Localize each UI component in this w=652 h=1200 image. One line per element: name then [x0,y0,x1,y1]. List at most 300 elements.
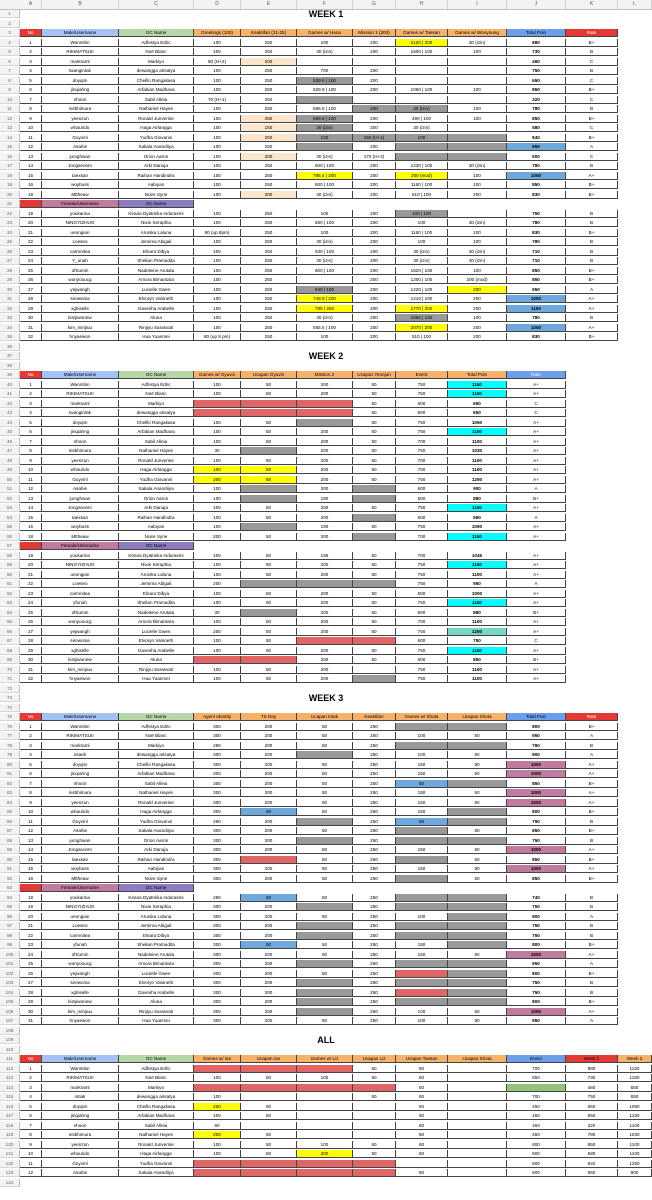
row-number[interactable]: 91 [0,865,20,873]
score-cell[interactable]: 250 [241,229,297,237]
score-cell[interactable]: A [507,485,566,493]
score-cell[interactable]: 250 [353,998,396,1006]
score-cell[interactable]: 200 [353,219,396,227]
score-cell[interactable]: 300 [194,922,241,930]
score-cell[interactable]: 100 [194,419,241,427]
username-cell[interactable]: doyqim [42,761,119,769]
total-points-cell[interactable]: 1050 [448,419,507,427]
score-cell[interactable]: 25 [20,960,42,968]
score-cell[interactable]: 50 [396,1169,448,1177]
column-header[interactable]: Week 1 [566,1055,618,1063]
row-number[interactable]: 111 [0,1055,20,1063]
column-header[interactable]: No [20,713,42,721]
oc-name-cell[interactable]: Noire Syne [119,533,194,541]
total-points-cell[interactable]: 790 [507,742,566,750]
score-cell[interactable]: 200 [353,86,396,94]
score-cell[interactable]: 5 [20,77,42,85]
score-cell[interactable]: 50 [448,846,507,854]
score-cell[interactable] [297,818,353,826]
column-header[interactable]: No [20,1055,42,1063]
score-cell[interactable]: 250 [353,989,396,997]
score-cell[interactable] [448,837,507,845]
username-cell[interactable]: nhoon [42,438,119,446]
oc-name-cell[interactable]: Haga Airlangga [119,808,194,816]
score-cell[interactable]: 24 [20,599,42,607]
score-cell[interactable] [448,742,507,750]
score-cell[interactable]: 100 [297,134,353,142]
score-cell[interactable]: B [566,162,618,170]
score-cell[interactable]: 9 [20,115,42,123]
score-cell[interactable]: 200 [353,124,396,132]
score-cell[interactable] [241,1169,297,1177]
score-cell[interactable]: 200 [194,533,241,541]
row-number[interactable]: 54 [0,514,20,522]
row-number[interactable]: 93 [0,884,20,892]
score-cell[interactable]: A+ [566,799,618,807]
score-cell[interactable]: 300 [194,951,241,959]
score-cell[interactable]: 29 [20,647,42,655]
oc-name-cell[interactable]: Noire Syne [119,875,194,883]
username-cell[interactable]: yejwangh [42,970,119,978]
score-cell[interactable]: 200 [297,590,353,598]
username-cell[interactable]: whaurido [42,466,119,474]
score-cell[interactable]: 50 [241,504,297,512]
score-cell[interactable]: 600 [396,590,448,598]
total-points-cell[interactable]: 800 [507,998,566,1006]
score-cell[interactable]: B+ [566,333,618,341]
score-cell[interactable]: 750 [396,571,448,579]
total-points-cell[interactable]: 750 [507,67,566,75]
score-cell[interactable] [396,970,448,978]
username-cell[interactable]: RIKIMATSUII [42,390,119,398]
row-number[interactable]: 33 [0,314,20,322]
row-number[interactable]: 102 [0,970,20,978]
score-cell[interactable]: 750 [396,647,448,655]
score-cell[interactable]: 30 (izin) [297,124,353,132]
score-cell[interactable]: B+ [566,780,618,788]
score-cell[interactable]: 8 [20,447,42,455]
score-cell[interactable]: 300 [194,941,241,949]
column-header[interactable]: Total Poin [507,713,566,721]
score-cell[interactable]: B+ [566,856,618,864]
score-cell[interactable] [353,637,396,645]
score-cell[interactable]: 11 [20,1160,42,1168]
score-cell[interactable]: 11 [20,818,42,826]
username-cell[interactable]: kimjiwonew [42,656,119,664]
oc-name-cell[interactable]: Orion Aaron [119,153,194,161]
score-cell[interactable]: 700 [396,618,448,626]
score-cell[interactable]: 150 [396,865,448,873]
score-cell[interactable]: 190 [297,523,353,531]
row-number[interactable]: 90 [0,856,20,864]
score-cell[interactable]: 50 [241,438,297,446]
score-cell[interactable]: 50 [297,941,353,949]
score-cell[interactable]: 629.9 | 100 [297,86,353,94]
score-cell[interactable]: 750 [396,390,448,398]
score-cell[interactable] [396,96,448,104]
total-points-cell[interactable]: 1150 [448,533,507,541]
row-number[interactable]: 122 [0,1160,20,1168]
score-cell[interactable]: 30 (izin) [297,238,353,246]
score-cell[interactable]: 550 | 100 [297,219,353,227]
score-cell[interactable]: A+ [566,324,618,332]
score-cell[interactable]: 200 [448,286,507,294]
score-cell[interactable]: 510 | 100 [396,333,448,341]
total-points-cell[interactable]: 780 [507,162,566,170]
score-cell[interactable]: 12 [20,485,42,493]
score-cell[interactable]: A [566,913,618,921]
score-cell[interactable]: 18 [20,875,42,883]
score-cell[interactable]: 200 [194,580,241,588]
row-number[interactable]: 36 [0,343,20,351]
score-cell[interactable]: 30 (izin) [396,257,448,265]
score-cell[interactable]: B+ [566,181,618,189]
score-cell[interactable] [396,875,448,883]
row-number[interactable]: 6 [0,58,20,66]
score-cell[interactable]: 290 [194,894,241,902]
username-cell[interactable]: hnyaewon [42,333,119,341]
score-cell[interactable]: 100 [194,590,241,598]
score-cell[interactable]: 950 [566,1169,618,1177]
score-cell[interactable]: 785.4 | 200 [297,172,353,180]
username-cell[interactable]: seowonia [42,295,119,303]
score-cell[interactable]: 25 [20,267,42,275]
column-header[interactable]: Mission 2 [297,371,353,379]
score-cell[interactable]: 200 [297,476,353,484]
score-cell[interactable]: 100 [194,115,241,123]
username-cell[interactable]: intaek [42,751,119,759]
score-cell[interactable]: 50 [396,818,448,826]
score-cell[interactable] [448,913,507,921]
score-cell[interactable]: 200 [353,257,396,265]
username-cell[interactable]: carmnitea [42,248,119,256]
score-cell[interactable]: 23 [20,590,42,598]
score-cell[interactable]: 490 | 100 [396,115,448,123]
score-cell[interactable]: A+ [566,761,618,769]
score-cell[interactable]: 21 [20,571,42,579]
score-cell[interactable]: 200 [297,609,353,617]
score-cell[interactable] [353,675,396,683]
oc-name-cell[interactable]: Markiyo [119,1084,194,1092]
score-cell[interactable]: B+ [566,86,618,94]
username-cell[interactable]: ueongian [42,229,119,237]
score-cell[interactable]: 100 [194,552,241,560]
score-cell[interactable]: 600 | 100 [297,267,353,275]
username-cell[interactable]: wonyouucg [42,276,119,284]
score-cell[interactable]: 1250 [618,1160,652,1168]
score-cell[interactable]: 200 [353,324,396,332]
oc-name-cell[interactable]: Nixie Seraphia [119,561,194,569]
score-cell[interactable]: 50 [448,865,507,873]
score-cell[interactable] [448,58,507,66]
score-cell[interactable]: 250 [241,324,297,332]
score-cell[interactable]: 200 [297,438,353,446]
score-cell[interactable]: 50 [241,514,297,522]
score-cell[interactable] [297,1008,353,1016]
score-cell[interactable]: 50 [241,466,297,474]
score-cell[interactable]: B+ [566,808,618,816]
username-cell[interactable]: Guyvinl [42,476,119,484]
total-points-cell[interactable]: 1150 [448,504,507,512]
username-cell[interactable]: nhoon [42,780,119,788]
username-cell[interactable]: woybuss [42,865,119,873]
score-cell[interactable] [448,818,507,826]
column-header[interactable]: Games w/ Hana [297,29,353,37]
row-number[interactable]: 37 [0,352,20,360]
score-cell[interactable]: 50 [241,1141,297,1149]
score-cell[interactable]: 250 [241,286,297,294]
oc-name-cell[interactable]: Cheillo Rangakasa [119,419,194,427]
score-cell[interactable]: 11 [20,134,42,142]
score-cell[interactable]: A+ [507,561,566,569]
score-cell[interactable]: 50 [396,1103,448,1111]
score-cell[interactable] [396,979,448,987]
row-number[interactable]: 76 [0,723,20,731]
score-cell[interactable]: 200 [241,970,297,978]
score-cell[interactable]: B [566,248,618,256]
score-cell[interactable]: A [566,751,618,759]
score-cell[interactable]: B [566,932,618,940]
score-cell[interactable]: 730 [566,1074,618,1082]
score-cell[interactable]: 250 [353,894,396,902]
username-cell[interactable]: Asahie [42,827,119,835]
score-cell[interactable]: 200 [241,989,297,997]
score-cell[interactable] [297,1084,353,1092]
score-cell[interactable]: 50 [241,1131,297,1139]
score-cell[interactable]: 2120 | 200 [396,39,448,47]
score-cell[interactable]: 100 [194,86,241,94]
score-cell[interactable] [448,979,507,987]
score-cell[interactable]: 50 [241,1103,297,1111]
score-cell[interactable]: 80 (up 8pm) [194,229,241,237]
score-cell[interactable]: 70 (H+1) [194,96,241,104]
score-cell[interactable]: B+ [566,39,618,47]
score-cell[interactable]: 750 [396,419,448,427]
score-cell[interactable]: 100 [194,504,241,512]
column-header[interactable]: Male/Username [42,1055,119,1063]
total-points-cell[interactable]: 880 [448,609,507,617]
row-number[interactable]: 60 [0,571,20,579]
score-cell[interactable]: A+ [566,295,618,303]
score-cell[interactable]: 250 [241,96,297,104]
score-cell[interactable]: 1100 [618,1141,652,1149]
score-cell[interactable]: 12 [20,827,42,835]
score-cell[interactable]: 30 (izin) [297,257,353,265]
oc-name-cell[interactable]: Nadeleine Arutala [119,267,194,275]
score-cell[interactable]: 750 [396,504,448,512]
score-cell[interactable]: A+ [566,846,618,854]
username-cell[interactable]: nhoon [42,96,119,104]
score-cell[interactable]: 100 [194,181,241,189]
score-cell[interactable]: 200 [241,875,297,883]
score-cell[interactable]: 1 [20,381,42,389]
score-cell[interactable]: 200 [241,951,297,959]
score-cell[interactable]: B [566,837,618,845]
score-cell[interactable]: 200 [353,181,396,189]
score-cell[interactable]: 100 [194,191,241,199]
score-cell[interactable]: 50 [241,618,297,626]
score-cell[interactable]: 28 [20,989,42,997]
score-cell[interactable]: 50 [353,656,396,664]
row-number[interactable]: 73 [0,694,20,702]
oc-name-cell[interactable]: Gavesha Arabelle [119,647,194,655]
score-cell[interactable]: 50 [241,599,297,607]
row-number[interactable]: 103 [0,979,20,987]
total-points-cell[interactable]: 1000 [507,799,566,807]
score-cell[interactable]: 50 [353,1141,396,1149]
score-cell[interactable]: 50 [353,428,396,436]
score-cell[interactable]: B+ [566,827,618,835]
username-cell[interactable]: taexsan [42,856,119,864]
oc-name-cell[interactable]: Sakala Anandiiya [119,143,194,151]
score-cell[interactable]: 200 [353,295,396,303]
score-cell[interactable]: 30 [194,447,241,455]
score-cell[interactable]: 18 [20,894,42,902]
score-cell[interactable] [241,656,297,664]
oc-name-cell[interactable]: Ronald Junverine [119,115,194,123]
score-cell[interactable]: 600 [396,637,448,645]
username-cell[interactable]: woybuss [42,181,119,189]
score-cell[interactable]: 100 [448,86,507,94]
total-points-cell[interactable]: 950 [448,514,507,522]
score-cell[interactable]: 630 | 100 [297,248,353,256]
score-cell[interactable]: 100 [194,257,241,265]
score-cell[interactable] [448,989,507,997]
score-cell[interactable]: 200 [297,656,353,664]
score-cell[interactable]: 200 [241,903,297,911]
score-cell[interactable]: 200 [353,191,396,199]
score-cell[interactable] [241,523,297,531]
row-number[interactable]: 12 [0,115,20,123]
oc-name-cell[interactable]: Ronald Junverine [119,457,194,465]
row-number[interactable]: 21 [0,200,20,208]
score-cell[interactable]: 1220 | 100 [396,286,448,294]
oc-name-cell[interactable]: Raihan Handindra [119,856,194,864]
score-cell[interactable]: 100 [194,276,241,284]
score-cell[interactable]: 850 [566,1112,618,1120]
score-cell[interactable]: 30 [20,656,42,664]
username-cell[interactable]: taexsan [42,514,119,522]
score-cell[interactable]: 26 [20,970,42,978]
score-cell[interactable] [396,723,448,731]
username-cell[interactable]: xghiselle [42,647,119,655]
score-cell[interactable]: 50 [448,799,507,807]
username-cell[interactable]: nisbhimura [42,447,119,455]
score-cell[interactable]: 15 [20,172,42,180]
row-number[interactable]: 22 [0,210,20,218]
score-cell[interactable]: 200 [353,314,396,322]
row-number[interactable]: 41 [0,390,20,398]
score-cell[interactable]: 450 [507,1112,566,1120]
score-cell[interactable]: B [566,219,618,227]
score-cell[interactable]: 250 [353,761,396,769]
score-cell[interactable]: 100 [194,238,241,246]
score-cell[interactable]: 1650 | 100 [396,314,448,322]
username-cell[interactable]: woybuss [42,523,119,531]
row-number[interactable]: 104 [0,989,20,997]
score-cell[interactable]: 200 [241,799,297,807]
score-cell[interactable]: A+ [507,419,566,427]
username-cell[interactable]: whaurido [42,1150,119,1158]
row-number[interactable]: 38 [0,362,20,370]
total-points-cell[interactable]: 1000 [507,770,566,778]
score-cell[interactable]: 14 [20,846,42,854]
row-number[interactable]: 15 [0,143,20,151]
score-cell[interactable]: 200 [241,751,297,759]
score-cell[interactable]: 50 [353,1065,396,1073]
score-cell[interactable]: A+ [507,533,566,541]
column-header[interactable]: Rate [566,713,618,721]
score-cell[interactable]: 50 [353,609,396,617]
score-cell[interactable]: 600 [396,609,448,617]
score-cell[interactable]: 22 [20,580,42,588]
score-cell[interactable]: 100 [396,732,448,740]
score-cell[interactable]: 50 [353,599,396,607]
score-cell[interactable]: 300 [194,1017,241,1025]
oc-name-cell[interactable]: Cheillo Rangakasa [119,761,194,769]
score-cell[interactable]: 80 (up 8 pm) [194,333,241,341]
total-points-cell[interactable]: 780 [507,238,566,246]
score-cell[interactable]: 1050 [618,1103,652,1111]
score-cell[interactable] [448,124,507,132]
score-cell[interactable]: 8 [20,105,42,113]
score-cell[interactable]: C [566,153,618,161]
score-cell[interactable]: 700 [396,552,448,560]
score-cell[interactable]: 14 [20,162,42,170]
score-cell[interactable]: 200 [241,932,297,940]
score-cell[interactable]: 700 [396,533,448,541]
total-points-cell[interactable]: 880 [507,39,566,47]
score-cell[interactable] [297,903,353,911]
username-cell[interactable]: yfunah [42,599,119,607]
score-cell[interactable]: 450 [507,1122,566,1130]
score-cell[interactable]: 200 [241,789,297,797]
score-cell[interactable]: 200 [297,533,353,541]
score-cell[interactable]: 150 [396,799,448,807]
score-cell[interactable]: 1160 | 100 [396,181,448,189]
score-cell[interactable] [297,1093,353,1101]
score-cell[interactable]: 27 [20,286,42,294]
column-letter-g[interactable]: G [353,0,396,9]
row-number[interactable]: 53 [0,504,20,512]
row-number[interactable]: 113 [0,1074,20,1082]
row-number[interactable]: 92 [0,875,20,883]
score-cell[interactable] [448,1150,507,1158]
score-cell[interactable]: 29 [20,305,42,313]
score-cell[interactable]: B+ [566,875,618,883]
score-cell[interactable]: 50 [448,875,507,883]
score-cell[interactable] [396,932,448,940]
score-cell[interactable] [241,447,297,455]
score-cell[interactable]: 21 [20,922,42,930]
score-cell[interactable]: 250 [241,276,297,284]
score-cell[interactable]: 200 [353,286,396,294]
score-cell[interactable]: 50 [396,1084,448,1092]
total-points-cell[interactable]: 950 [507,960,566,968]
score-cell[interactable] [396,143,448,151]
score-cell[interactable]: 100 [194,172,241,180]
score-cell[interactable]: 290 [194,742,241,750]
score-cell[interactable]: 50 [396,780,448,788]
score-cell[interactable]: 300 [194,856,241,864]
total-points-cell[interactable]: 830 [507,191,566,199]
username-cell[interactable]: intiak [42,1093,119,1101]
oc-name-cell[interactable]: dewangga arisatya [119,1093,194,1101]
score-cell[interactable] [241,1093,297,1101]
score-cell[interactable]: 50 [241,533,297,541]
score-cell[interactable]: 250 [241,115,297,123]
row-number[interactable]: 117 [0,1112,20,1120]
